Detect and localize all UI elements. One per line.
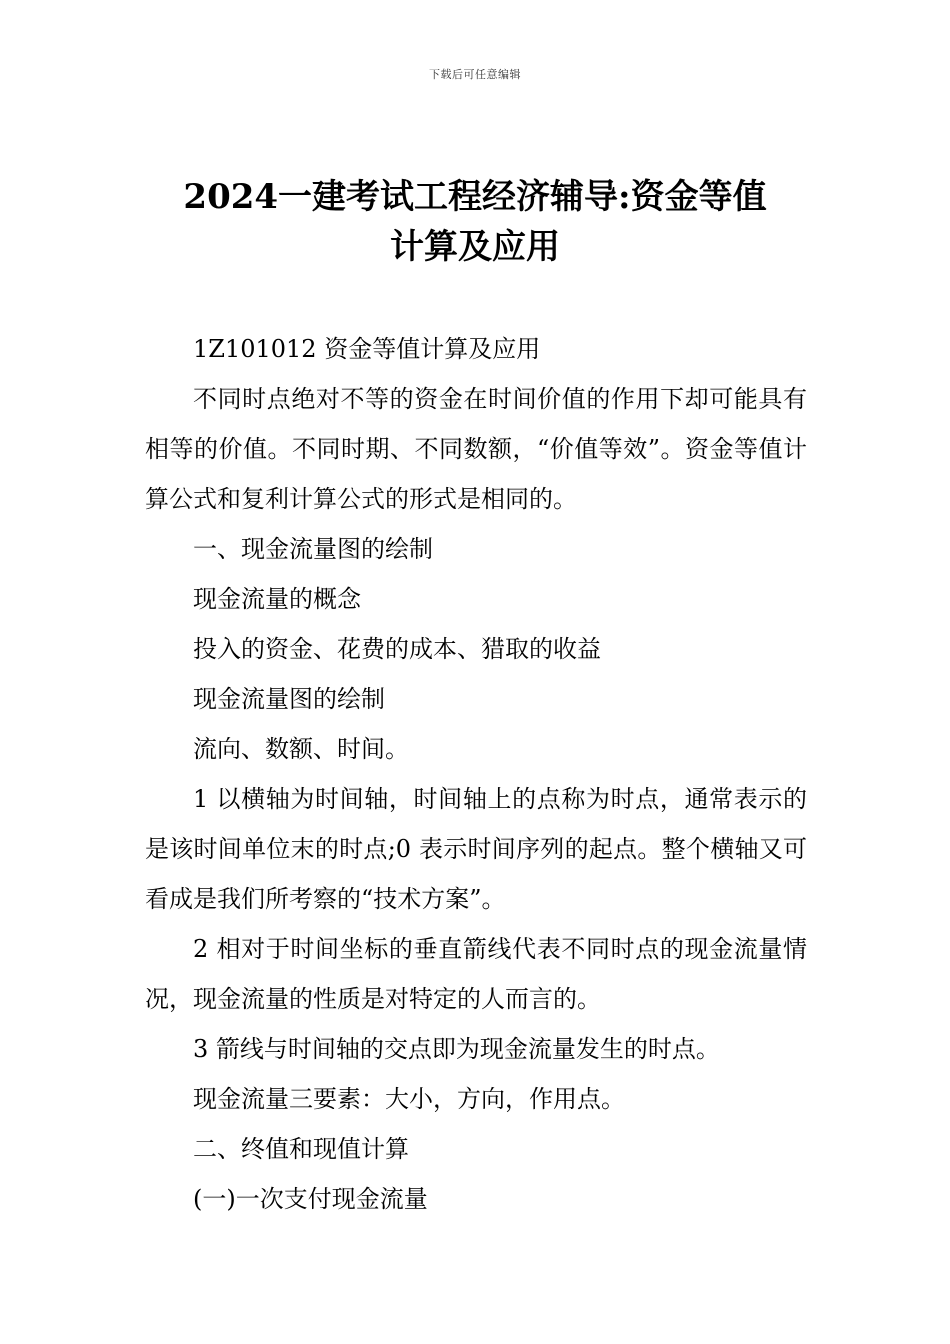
document-title <box>120 172 830 272</box>
paragraph: 现金流量图的绘制 <box>193 685 385 713</box>
title-line-1: 2024一建考试工程经济辅导:资金等值 <box>183 177 767 217</box>
paragraph: 现金流量的概念 <box>193 585 361 613</box>
paragraph: 一、现金流量图的绘制 <box>193 535 433 563</box>
paragraph: 2 相对于时间坐标的垂直箭线代表不同时点的现金流量情况，现金流量的性质是对特定的人而言的。 <box>145 935 807 1013</box>
paragraph: 不同时点绝对不等的资金在时间价值的作用下却可能具有相等的价值。不同时期、不同数额，“价值等效”。资金等值计算公式和复利计算公式的形式是相同的。 <box>145 385 807 513</box>
paragraph: (一)一次支付现金流量 <box>193 1185 428 1213</box>
paragraph: 流向、数额、时间。 <box>193 735 409 763</box>
document-body <box>145 324 807 1224</box>
paragraph: 二、终值和现值计算 <box>193 1135 409 1163</box>
header-note: 下载后可任意编辑 <box>429 68 521 81</box>
paragraph: 3 箭线与时间轴的交点即为现金流量发生的时点。 <box>193 1035 720 1063</box>
paragraph: 1Z101012 资金等值计算及应用 <box>193 335 541 363</box>
title-line-2: 计算及应用 <box>390 227 560 267</box>
paragraph: 1 以横轴为时间轴，时间轴上的点称为时点，通常表示的是该时间单位末的时点;0 表示时间序列的起点。整个横轴又可看成是我们所考察的“技术方案”。 <box>145 785 807 913</box>
paragraph: 现金流量三要素：大小，方向，作用点。 <box>193 1085 625 1113</box>
paragraph: 投入的资金、花费的成本、猎取的收益 <box>193 635 601 663</box>
